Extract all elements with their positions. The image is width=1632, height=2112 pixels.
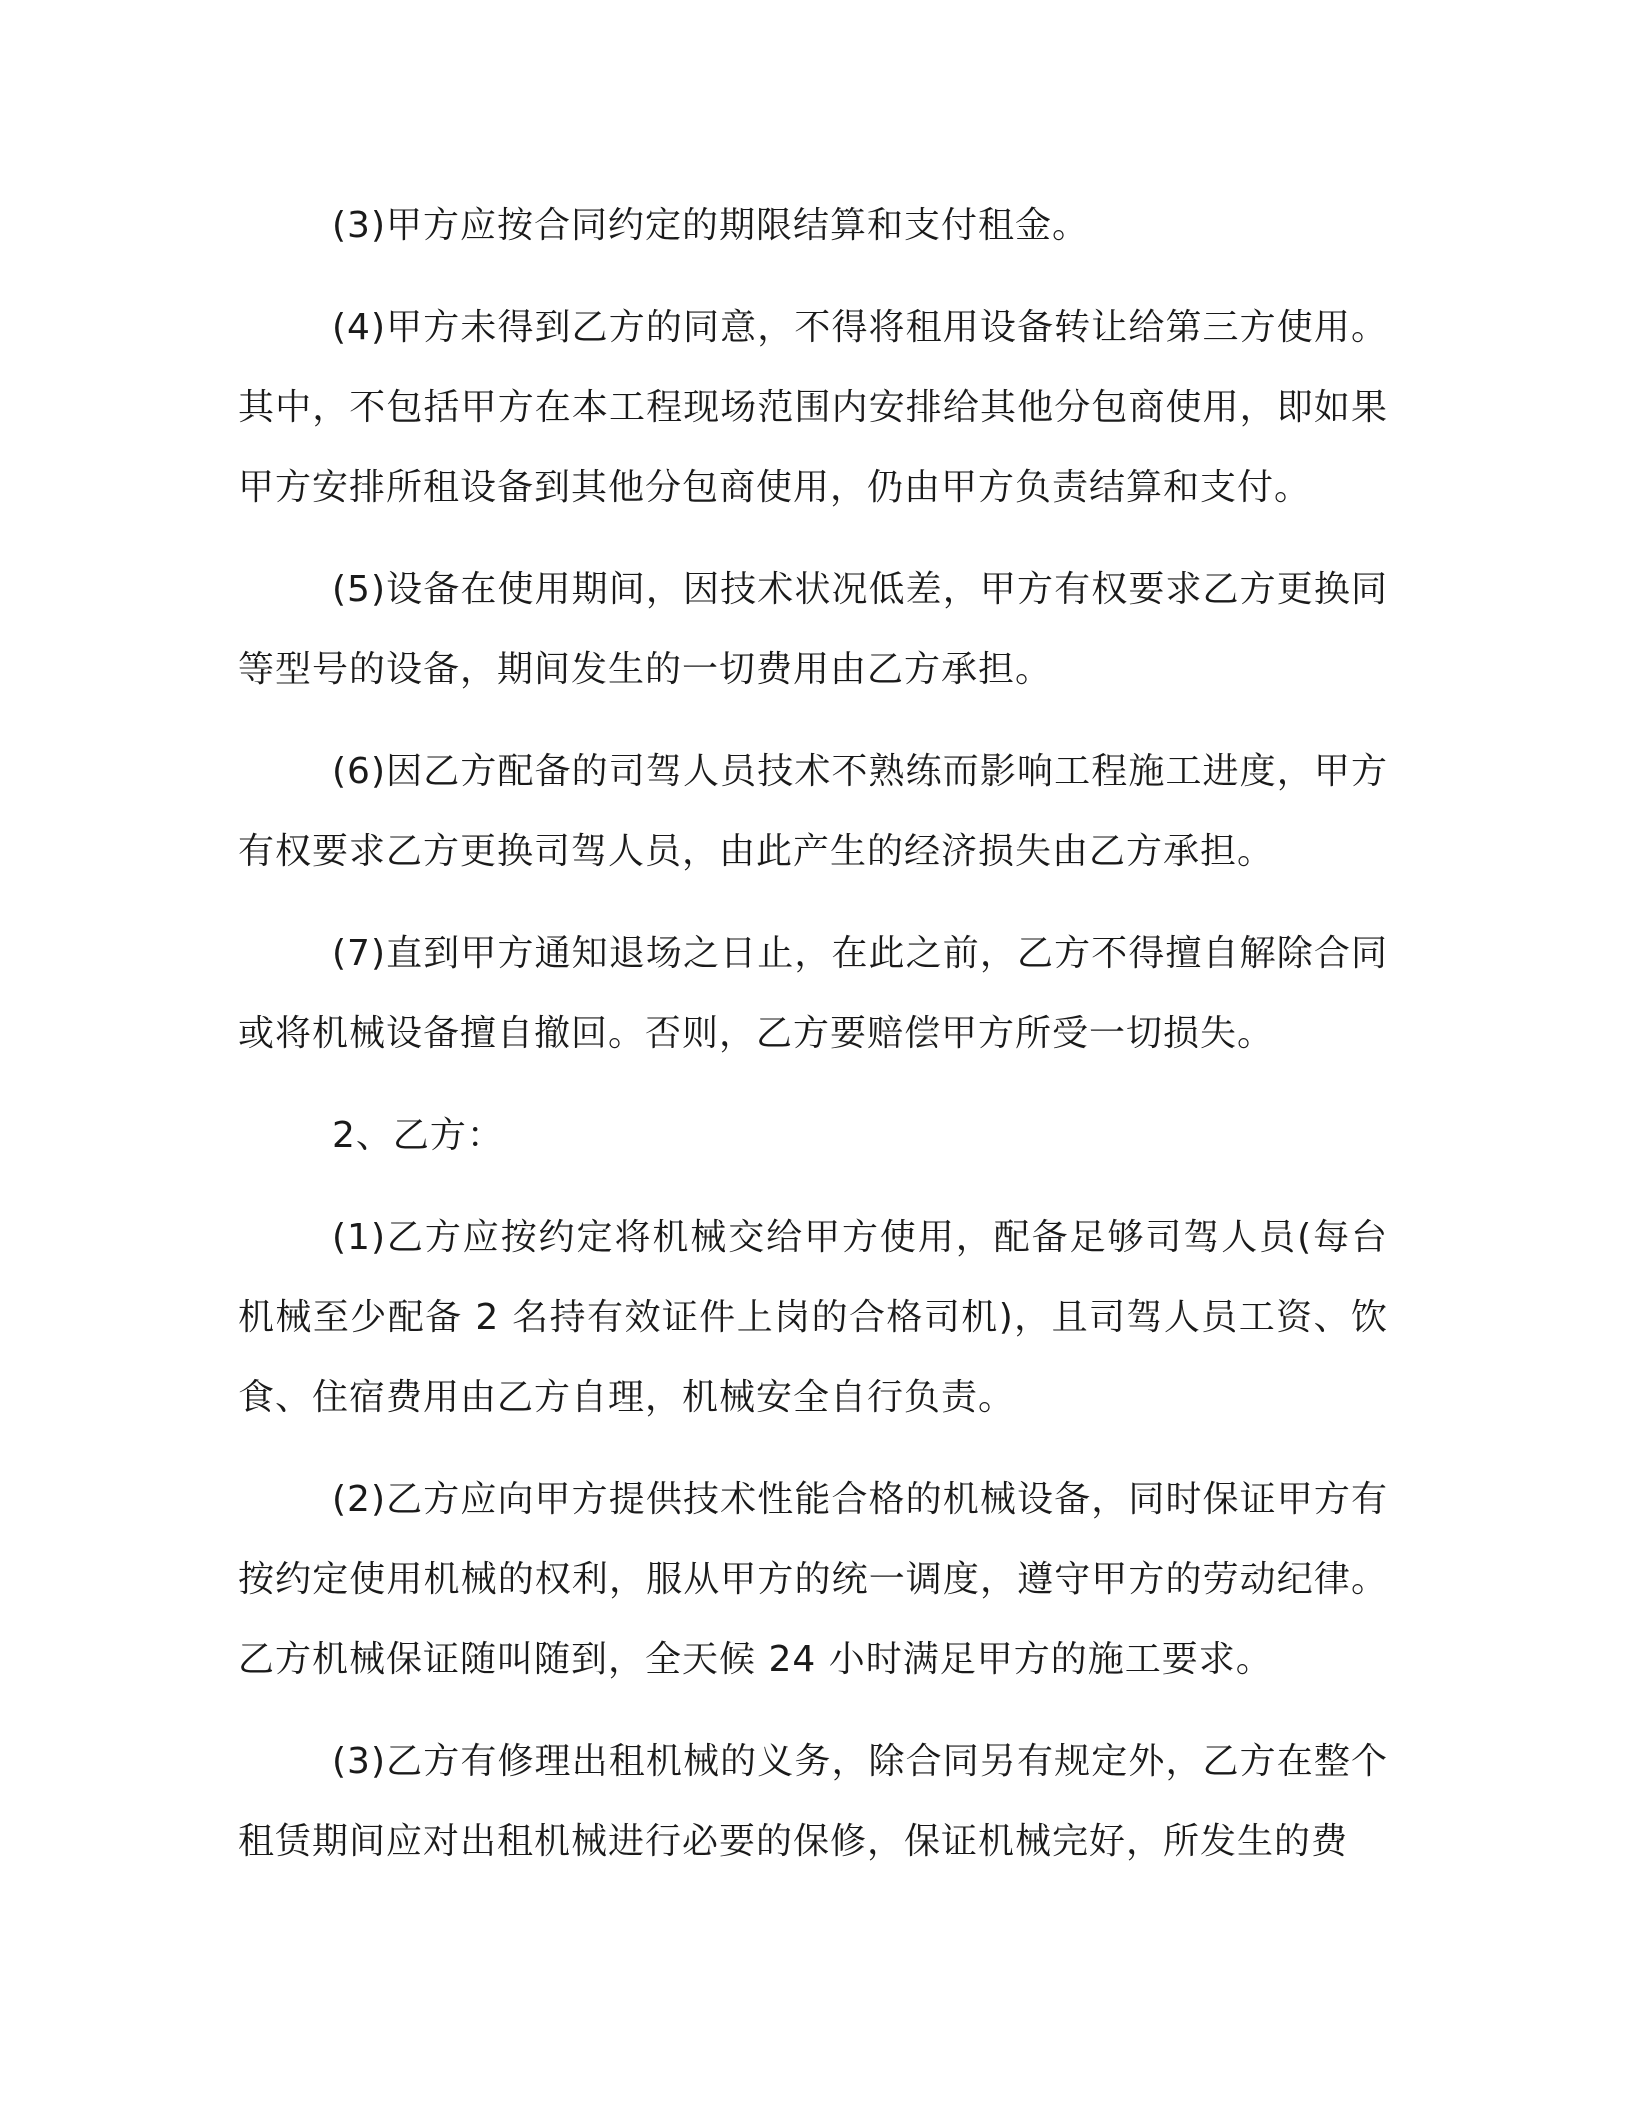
- clause-party-a-5: (5)设备在使用期间，因技术状况低差，甲方有权要求乙方更换同等型号的设备，期间发生的一切费用由乙方承担。: [238, 569, 1388, 690]
- clause-party-a-4: (4)甲方未得到乙方的同意，不得将租用设备转让给第三方使用。其中，不包括甲方在本工程现场范围内安排给其他分包商使用，即如果甲方安排所租设备到其他分包商使用，仍由甲方负责结算和支付。: [238, 307, 1388, 508]
- section-heading-party-b: 2、乙方：: [332, 1115, 504, 1156]
- clause-party-a-7: (7)直到甲方通知退场之日止，在此之前，乙方不得擅自解除合同或将机械设备擅自撤回。否则，乙方要赔偿甲方所受一切损失。: [238, 933, 1388, 1054]
- clause-party-a-3: (3)甲方应按合同约定的期限结算和支付租金。: [332, 205, 1089, 246]
- clause-party-b-3: (3)乙方有修理出租机械的义务，除合同另有规定外，乙方在整个租赁期间应对出租机械进行必要的保修，保证机械完好，所发生的费: [238, 1741, 1388, 1862]
- clause-party-a-6: (6)因乙方配备的司驾人员技术不熟练而影响工程施工进度，甲方有权要求乙方更换司驾人员，由此产生的经济损失由乙方承担。: [238, 751, 1388, 872]
- document-body: [238, 186, 1388, 1904]
- clause-party-b-1: (1)乙方应按约定将机械交给甲方使用，配备足够司驾人员(每台机械至少配备 2 名持有效证件上岗的合格司机)，且司驾人员工资、饮食、住宿费用由乙方自理，机械安全自行负责。: [238, 1217, 1388, 1418]
- clause-party-b-2: (2)乙方应向甲方提供技术性能合格的机械设备，同时保证甲方有按约定使用机械的权利，服从甲方的统一调度，遵守甲方的劳动纪律。乙方机械保证随叫随到，全天候 24 小时满足甲方的施工要求。: [238, 1479, 1388, 1680]
